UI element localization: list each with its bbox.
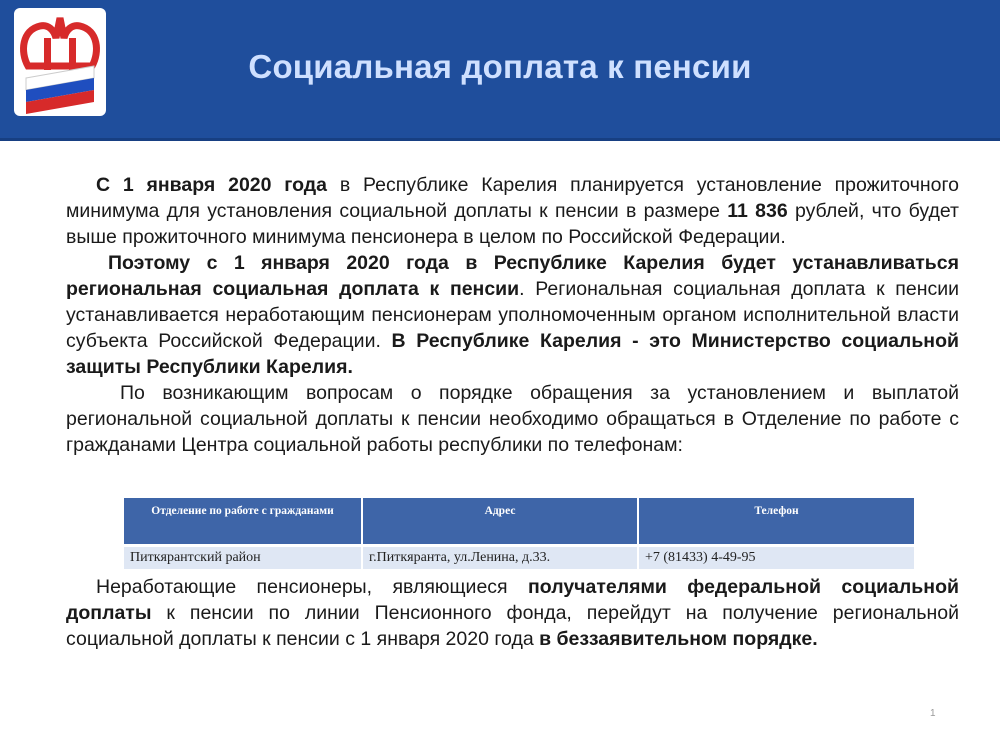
paragraph-contacts: По возникающим вопросам о порядке обращения за установлением и выплатой региональной социальной доплаты к пенсии необходимо обращаться в Отделение по работе с гражданами Центра социальной работы республики по телефонам: (66, 382, 959, 456)
table-row (124, 546, 914, 570)
paragraph-regional: Поэтому с 1 января 2020 года в Республике Карелия будет устанавливаться региональная социальная доплата к пенсии. Региональная социальная доплата к пенсии устанавливается неработающим пенсионерам уполномоченным органом исполнительной власти субъекта Российской Федерации. В Республике Карелия - это Министерство социальной защиты Республики Карелия. (66, 252, 960, 378)
paragraph-federal: Неработающие пенсионеры, являющиеся получателями федеральной социальной доплаты к пенсии по линии Пенсионного фонда, перейдут на получение региональной социальной доплаты к пенсии с 1 января 2020 года в беззаявительном порядке. (66, 576, 959, 650)
paragraph-intro: С 1 января 2020 года в Республике Карелия планируется установление прожиточного минимума для установления социальной доплаты к пенсии в размере 11 836 рублей, что будет выше прожиточного минимума пенсионера в целом по Российской Федерации. (66, 174, 959, 248)
header-bar (0, 0, 1000, 140)
table-header-row (124, 498, 914, 546)
table-cell-department: Питкярантский район (124, 546, 362, 570)
bottom-content (66, 574, 959, 652)
main-content (66, 172, 959, 458)
table-cell-address: г.Питкяранта, ул.Ленина, д.33. (362, 546, 638, 570)
contacts-table (124, 498, 914, 569)
pfr-logo-icon (14, 8, 106, 116)
page-title: Социальная доплата к пенсии (248, 48, 752, 85)
table-header-phone: Телефон (638, 498, 914, 546)
header-divider (0, 138, 1000, 141)
table-header-address: Адрес (362, 498, 638, 546)
page-number: 1 (930, 708, 936, 719)
table-header-department: Отделение по работе с гражданами (124, 498, 362, 546)
table-cell-phone: +7 (81433) 4-49-95 (638, 546, 914, 570)
